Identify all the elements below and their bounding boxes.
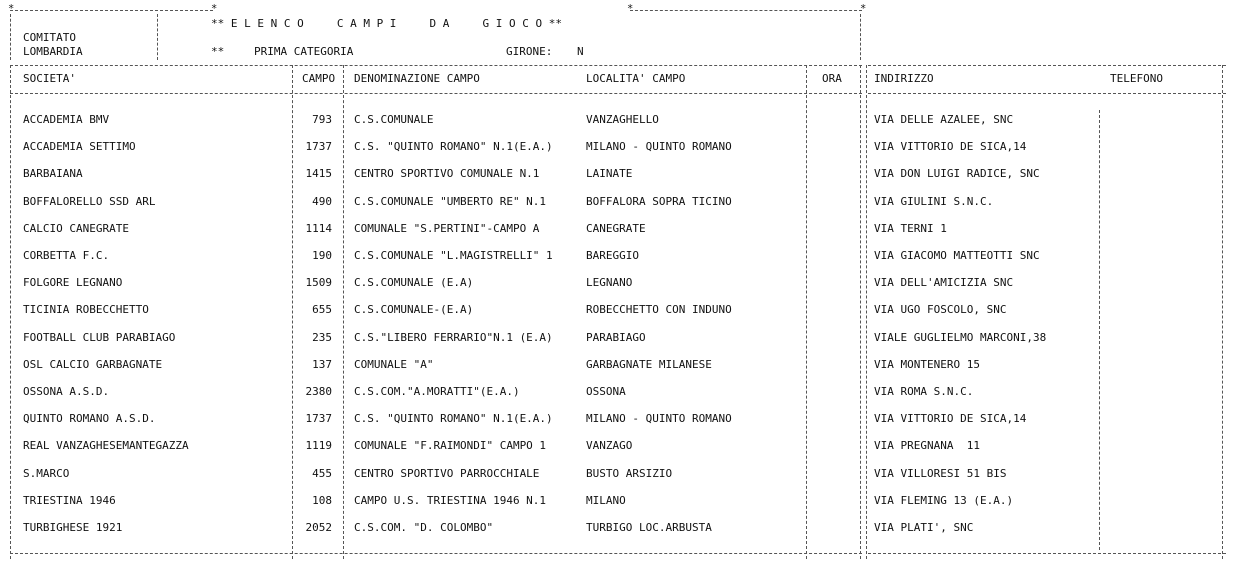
cell-campo: 1415 <box>305 167 332 180</box>
cell-indirizzo: VIA DELLE AZALEE, SNC <box>874 113 1014 126</box>
cell-denominazione: C.S.COMUNALE (E.A) <box>354 276 474 289</box>
cell-denominazione: COMUNALE "A" <box>354 358 434 371</box>
cell-societa: TICINIA ROBECCHETTO <box>23 303 149 316</box>
cell-societa: QUINTO ROMANO A.S.D. <box>23 412 156 425</box>
cell-societa: OSL CALCIO GARBAGNATE <box>23 358 163 371</box>
cell-societa: TURBIGHESE 1921 <box>23 521 123 534</box>
cell-campo: 793 <box>312 113 332 126</box>
cell-campo: 1737 <box>305 412 332 425</box>
cell-societa: ACCADEMIA SETTIMO <box>23 140 136 153</box>
col-header-telefono: TELEFONO <box>1110 72 1163 85</box>
col-header-societa: SOCIETA' <box>23 72 76 85</box>
cell-indirizzo: VIA MONTENERO 15 <box>874 358 980 371</box>
cell-denominazione: C.S.COM. "D. COLOMBO" <box>354 521 494 534</box>
cell-campo: 490 <box>312 195 332 208</box>
col-header-indirizzo: INDIRIZZO <box>874 72 934 85</box>
comitato-value: LOMBARDIA <box>23 45 83 58</box>
cell-localita: BUSTO ARSIZIO <box>586 467 673 480</box>
cell-indirizzo: VIA PLATI', SNC <box>874 521 974 534</box>
cell-localita: MILANO - QUINTO ROMANO <box>586 412 732 425</box>
document-title: ** E L E N C O C A M P I D A G I O C O ** <box>211 17 562 30</box>
comitato-label: COMITATO <box>23 31 76 44</box>
cell-societa: OSSONA A.S.D. <box>23 385 110 398</box>
cell-denominazione: C.S. "QUINTO ROMANO" N.1(E.A.) <box>354 140 553 153</box>
cell-denominazione: COMUNALE "S.PERTINI"-CAMPO A <box>354 222 540 235</box>
cell-campo: 235 <box>312 331 332 344</box>
cell-denominazione: CAMPO U.S. TRIESTINA 1946 N.1 <box>354 494 547 507</box>
cell-societa: CALCIO CANEGRATE <box>23 222 129 235</box>
cell-denominazione: COMUNALE "F.RAIMONDI" CAMPO 1 <box>354 439 547 452</box>
cell-campo: 137 <box>312 358 332 371</box>
cell-indirizzo: VIA GIACOMO MATTEOTTI SNC <box>874 249 1040 262</box>
cell-societa: TRIESTINA 1946 <box>23 494 116 507</box>
cell-indirizzo: VIA GIULINI S.N.C. <box>874 195 994 208</box>
cell-indirizzo: VIALE GUGLIELMO MARCONI,38 <box>874 331 1047 344</box>
col-header-campo: CAMPO <box>302 72 336 85</box>
cell-societa: BARBAIANA <box>23 167 83 180</box>
cell-denominazione: C.S.COMUNALE "UMBERTO RE" N.1 <box>354 195 547 208</box>
girone-value: N <box>577 45 584 58</box>
cell-societa: BOFFALORELLO SSD ARL <box>23 195 156 208</box>
cell-localita: CANEGRATE <box>586 222 646 235</box>
corner-mark-left: * <box>8 3 15 15</box>
cell-localita: PARABIAGO <box>586 331 646 344</box>
cell-localita: OSSONA <box>586 385 626 398</box>
cell-localita: TURBIGO LOC.ARBUSTA <box>586 521 712 534</box>
cell-campo: 190 <box>312 249 332 262</box>
cell-indirizzo: VIA VITTORIO DE SICA,14 <box>874 140 1027 153</box>
cell-localita: MILANO <box>586 494 626 507</box>
cell-denominazione: C.S.COMUNALE-(E.A) <box>354 303 474 316</box>
cell-denominazione: C.S."LIBERO FERRARIO"N.1 (E.A) <box>354 331 553 344</box>
cell-localita: BAREGGIO <box>586 249 639 262</box>
cell-denominazione: C.S. "QUINTO ROMANO" N.1(E.A.) <box>354 412 553 425</box>
col-header-denominazione: DENOMINAZIONE CAMPO <box>354 72 480 85</box>
cell-campo: 455 <box>312 467 332 480</box>
col-header-localita: LOCALITA' CAMPO <box>586 72 686 85</box>
cell-localita: VANZAGHELLO <box>586 113 659 126</box>
col-header-ora: ORA <box>822 72 842 85</box>
cell-societa: CORBETTA F.C. <box>23 249 110 262</box>
cell-indirizzo: VIA ROMA S.N.C. <box>874 385 974 398</box>
cell-denominazione: C.S.COMUNALE <box>354 113 434 126</box>
cell-campo: 2052 <box>305 521 332 534</box>
cell-indirizzo: VIA TERNI 1 <box>874 222 947 235</box>
categoria: PRIMA CATEGORIA <box>254 45 354 58</box>
cell-societa: FOLGORE LEGNANO <box>23 276 123 289</box>
cell-indirizzo: VIA VILLORESI 51 BIS <box>874 467 1007 480</box>
cell-indirizzo: VIA UGO FOSCOLO, SNC <box>874 303 1007 316</box>
cell-campo: 2380 <box>305 385 332 398</box>
corner-mark-mid2: * <box>627 3 634 15</box>
cell-localita: LAINATE <box>586 167 633 180</box>
cell-campo: 655 <box>312 303 332 316</box>
girone-label: GIRONE: <box>506 45 553 58</box>
cell-societa: S.MARCO <box>23 467 70 480</box>
cell-denominazione: C.S.COM."A.MORATTI"(E.A.) <box>354 385 520 398</box>
cell-denominazione: CENTRO SPORTIVO PARROCCHIALE <box>354 467 540 480</box>
cell-indirizzo: VIA FLEMING 13 (E.A.) <box>874 494 1014 507</box>
cell-indirizzo: VIA DON LUIGI RADICE, SNC <box>874 167 1040 180</box>
corner-mark-right: * <box>860 3 867 15</box>
cell-campo: 1509 <box>305 276 332 289</box>
cell-localita: LEGNANO <box>586 276 633 289</box>
cell-localita: GARBAGNATE MILANESE <box>586 358 712 371</box>
cell-societa: ACCADEMIA BMV <box>23 113 110 126</box>
corner-mark-mid1: * <box>211 3 218 15</box>
cell-campo: 1737 <box>305 140 332 153</box>
cell-indirizzo: VIA PREGNANA 11 <box>874 439 980 452</box>
cell-localita: BOFFALORA SOPRA TICINO <box>586 195 732 208</box>
cell-societa: FOOTBALL CLUB PARABIAGO <box>23 331 176 344</box>
cell-societa: REAL VANZAGHESEMANTEGAZZA <box>23 439 189 452</box>
cell-denominazione: CENTRO SPORTIVO COMUNALE N.1 <box>354 167 540 180</box>
cell-localita: MILANO - QUINTO ROMANO <box>586 140 732 153</box>
cell-campo: 1114 <box>305 222 332 235</box>
cell-indirizzo: VIA DELL'AMICIZIA SNC <box>874 276 1014 289</box>
subtitle-stars: ** <box>211 45 225 58</box>
cell-denominazione: C.S.COMUNALE "L.MAGISTRELLI" 1 <box>354 249 553 262</box>
cell-campo: 108 <box>312 494 332 507</box>
cell-indirizzo: VIA VITTORIO DE SICA,14 <box>874 412 1027 425</box>
cell-localita: ROBECCHETTO CON INDUNO <box>586 303 732 316</box>
cell-campo: 1119 <box>305 439 332 452</box>
cell-localita: VANZAGO <box>586 439 633 452</box>
